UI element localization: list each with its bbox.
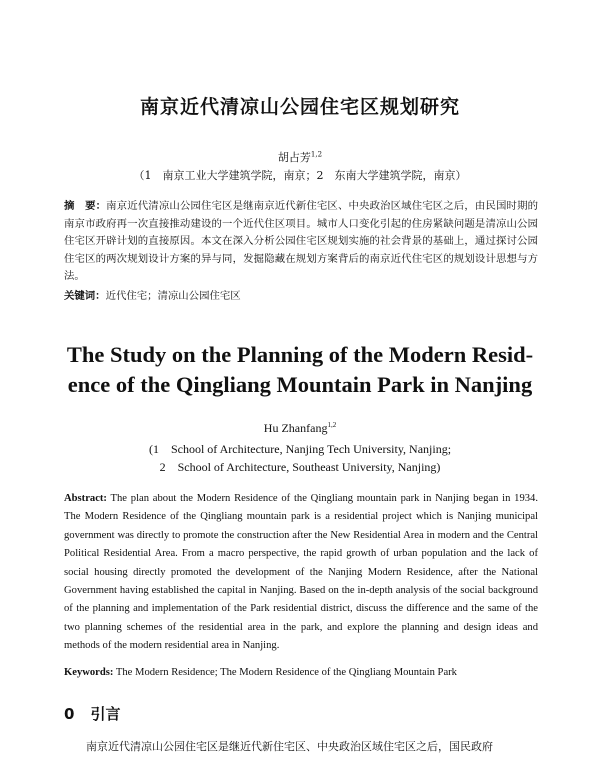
english-abstract xyxy=(64,490,538,656)
english-affiliation xyxy=(0,440,600,476)
body-paragraph: 南京近代清凉山公园住宅区是继近代新住宅区、中央政治区域住宅区之后，国民政府 xyxy=(86,740,493,753)
english-affiliation-line-1: (1 School of Architecture, Nanjing Tech University, Nanjing; xyxy=(148,442,452,456)
chinese-keywords xyxy=(64,288,538,305)
chinese-abstract xyxy=(64,198,538,286)
english-author xyxy=(0,421,600,436)
section-heading xyxy=(64,703,120,724)
section-number: 0 xyxy=(64,705,75,723)
chinese-author-affiliation-marker: 1,2 xyxy=(310,150,323,159)
chinese-keywords-text: 近代住宅；清凉山公园住宅区 xyxy=(105,290,241,302)
english-keywords-label: Keywords: xyxy=(64,667,114,678)
english-title-line-2: ence of the Qingliang Mountain Park in Nanjing xyxy=(67,372,533,397)
chinese-author-name: 胡占芳 xyxy=(277,151,311,164)
english-title-line-1: The Study on the Planning of the Modern Resid- xyxy=(66,342,534,367)
section-title: 引言 xyxy=(90,705,121,723)
chinese-keywords-label: 关键词： xyxy=(64,290,106,302)
english-affiliation-line-2: 2 School of Architecture, Southeast University, Nanjing) xyxy=(159,460,441,474)
english-title xyxy=(0,340,600,400)
chinese-author xyxy=(0,149,600,165)
chinese-abstract-label: 摘 要： xyxy=(64,200,107,212)
english-abstract-text: The plan about the Modern Residence of the Qingliang mountain park in Nanjing began in 1934. The Modern Residence of the Qingliang mountain park is a residential project which is Nanjing municipal government was directly to promote the construction after the New Residential Area in modern and the Central Political Residential Area. From a macro perspective, the rapid growth of urban population and the lack of social housing directly promoted the development of the Nanjing Modern Residence, after the National Government having established the capital in Nanjing. Based on the in-depth analysis of the social background of the planning and implementation of the Park residential district, discuss the difference and the same of the two planning schemes of the residential area in the park, and explore the planning and design ideas and methods of the modern residential area in Nanjing. xyxy=(64,493,538,652)
english-abstract-label: Abstract: xyxy=(64,493,107,504)
english-author-name: Hu Zhanfang xyxy=(263,421,328,435)
chinese-affiliation: （1 南京工业大学建筑学院，南京；2 东南大学建筑学院，南京） xyxy=(133,169,467,182)
english-author-affiliation-marker: 1,2 xyxy=(327,421,337,429)
english-keywords-text: The Modern Residence; The Modern Residence of the Qingliang Mountain Park xyxy=(115,667,457,678)
chinese-title: 南京近代清凉山公园住宅区规划研究 xyxy=(139,96,460,118)
english-keywords xyxy=(64,667,538,678)
chinese-abstract-text: 南京近代清凉山公园住宅区是继南京近代新住宅区、中央政治区域住宅区之后，由民国时期的南京市政府再一次直接推动建设的一个近代住区项目。城市人口变化引起的住房紧缺问题是清凉山公园住宅区开辟计划的直接原因。本文在深入分析公园住宅区规划实施的社会背景的基础上，通过探讨公园住宅区的两次规划设计方案的异与同，发掘隐藏在规划方案背后的南京近代住宅区的规划设计思想与方法。 xyxy=(64,200,539,282)
